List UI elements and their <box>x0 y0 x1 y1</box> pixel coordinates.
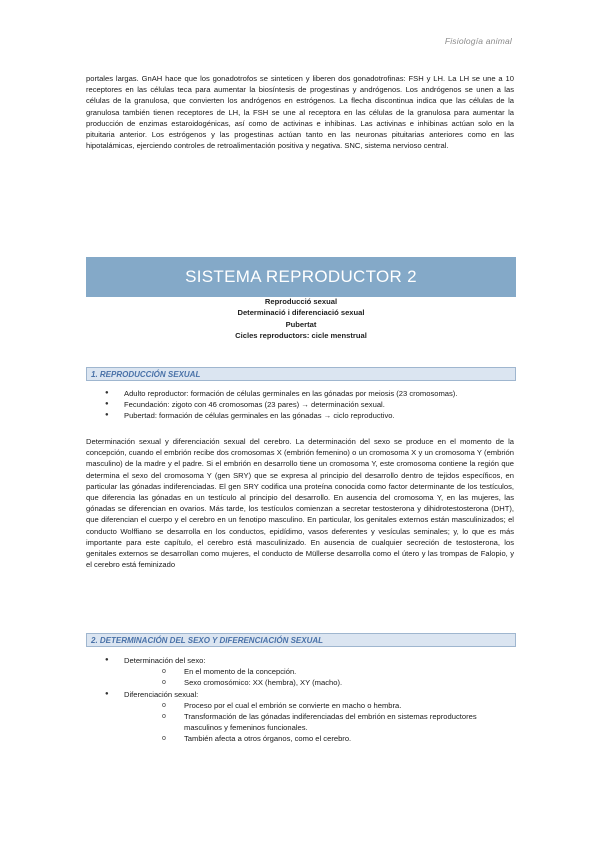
sub-list-item: o Sexo cromosómico: XX (hembra), XY (macho). <box>162 677 514 688</box>
sub-list-item: o También afecta a otros órganos, como el cerebro. <box>162 733 514 744</box>
running-header: Fisiología animal <box>444 36 512 46</box>
intro-paragraph: portales largas. GnAH hace que los gonadotrofos se sinteticen y liberen dos gonadotrofinas: FSH y LH. La LH se une a 10 receptores en las células teca para aumentar la biosíntesis de progestinas y andrógenos. Los andrógenos se unen a las células de la granulosa, que convierten los andrógenos en estrógenos. La flecha discontinua indica que las células de la granulosa también tienen receptores de LH, la FSH se une al receptora en las células de la granulosa para aumentar la producción de enzimas estaroidogénicas, así como de activinas e inhibinas. Las activinas e inhibinas actúan solo en la pituitaria anterior. Los estrógenos y las progestinas actúan tanto en las neuronas pituitarias anteriores como en las hipotalámicas, ejerciendo controles de retroalimentación positiva y negativa. SNC, sistema nervioso central. <box>86 74 514 151</box>
list-item: ● Fecundación: zigoto con 46 cromosomas (23 pares) → determinación sexual. <box>86 399 514 410</box>
list-item-label: Determinación del sexo: <box>124 656 206 665</box>
list-item <box>86 689 514 745</box>
sub-list <box>124 666 514 688</box>
subtitle-line: Determinació i diferenciació sexual <box>237 308 365 318</box>
list-item <box>86 655 514 689</box>
chapter-subtitles <box>86 296 516 342</box>
section-heading-determinacion-sexo: 2. DETERMINACIÓN DEL SEXO Y DIFERENCIACIÓN SEXUAL <box>86 633 516 647</box>
sub-list-item: o En el momento de la concepción. <box>162 666 514 677</box>
chapter-banner: SISTEMA REPRODUCTOR 2 <box>86 257 516 297</box>
subtitle-line: Pubertat <box>285 319 317 329</box>
subtitle-line: Cicles reproductors: cicle menstrual <box>235 331 367 341</box>
list-item-label: Diferenciación sexual: <box>124 689 199 699</box>
list-item: ● Adulto reproductor: formación de células germinales en las gónadas por meiosis (23 cromosomas). <box>86 388 514 399</box>
subtitle-line: Reproducció sexual <box>264 297 338 306</box>
list-item: ● Pubertad: formación de células germinales en las gónadas → ciclo reproductivo. <box>86 410 514 421</box>
section1-paragraph: Determinación sexual y diferenciación sexual del cerebro. La determinación del sexo se produce en el momento de la concepción, cuando el embrión recibe dos cromosomas X (embrión femenino) o un cromosoma X y un cromosoma Y (embrión masculino) de la madre y el padre. Si el embrión en desarrollo tiene un cromosoma Y, este cromosoma contiene la región que determina el sexo del cromosoma Y (gen SRY) que se expresa al principio del desarrollo dentro de tejidos específicos, en particular las gónadas indiferenciadas. El gen SRY codifica una proteína conocida como factor determinante de los testículos, que diferencia las gónadas en un testículo al principio del desarrollo. En ausencia del cromosoma Y, en las mujeres, las gónadas se diferencian en ovarios. Más tarde, los testículos comienzan a secretar testosterona y dihidrotestosterona (DHT), que diferencian el cuerpo y el cerebro en un fenotipo masculino. En particular, los genitales externos están masculinizados; el conducto Wolffiano se desarrolla en los conductos, epidídimo, vasos deferentes y vesículas seminales; y, lo que es más importante para este capítulo, el cerebro está masculinizado. En ausencia de cualquier secreción de testosterona, los genitales externos se desarrollan como mujeres, el conducto de Müllerse desarrolla como el útero y las trompas de Falopio, y el cerebro está feminizado <box>86 437 514 570</box>
section2-bullet-list <box>86 655 514 745</box>
section1-bullet-list <box>86 388 514 422</box>
sub-list-item: o Proceso por el cual el embrión se convierte en macho o hembra. <box>162 700 514 711</box>
sub-list-item: o Transformación de las gónadas indiferenciadas del embrión en sistemas reproductores masculinos y femeninos funcionales. <box>162 711 514 733</box>
section-heading-reproduccion-sexual: 1. REPRODUCCIÓN SEXUAL <box>86 367 516 381</box>
sub-list <box>124 700 514 745</box>
